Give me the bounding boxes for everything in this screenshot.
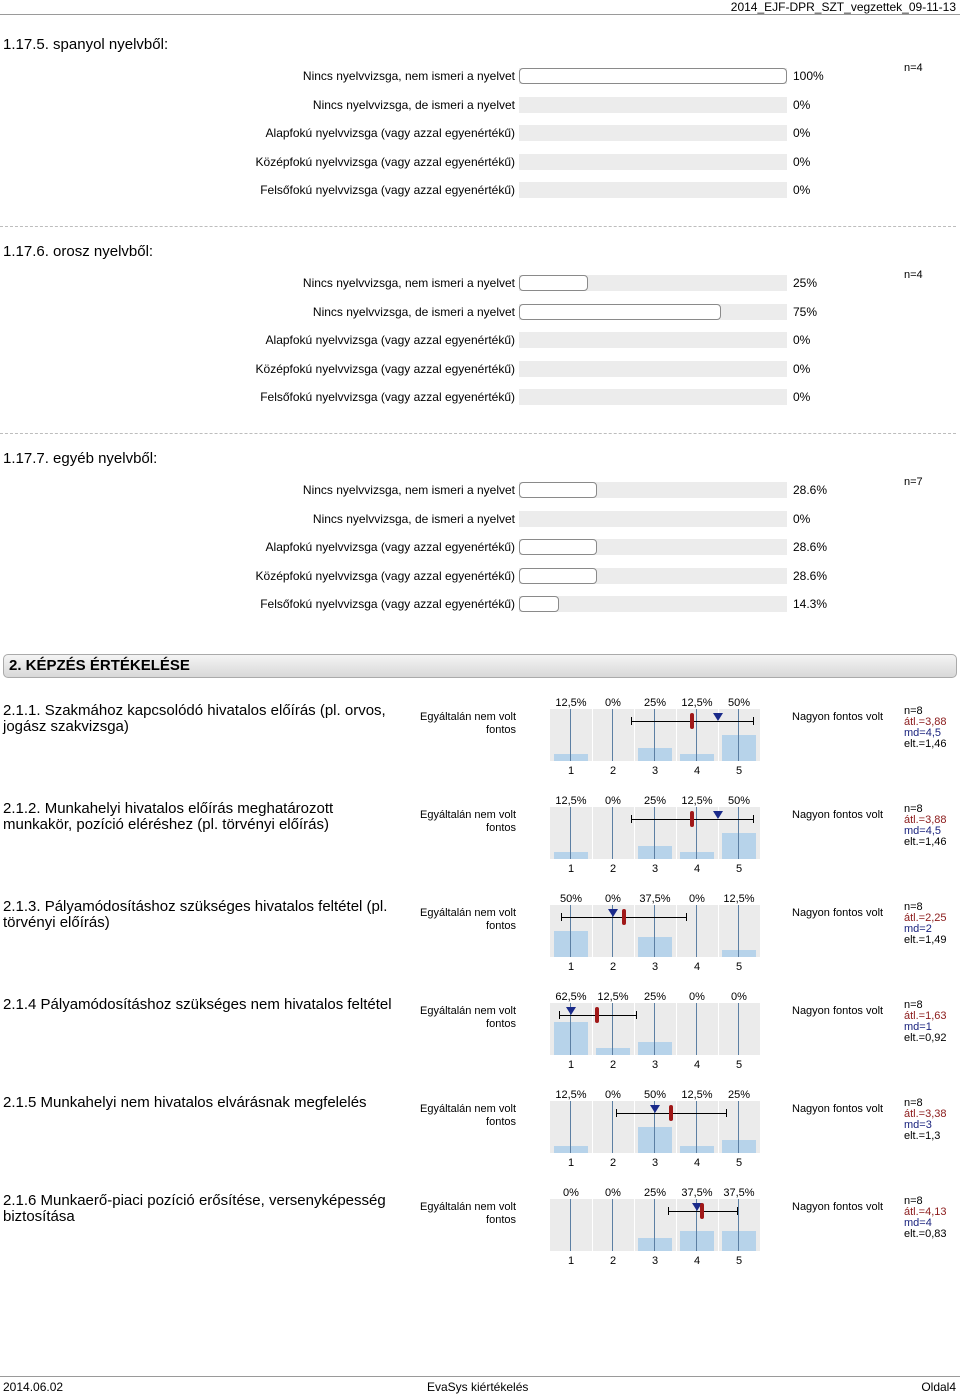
scale-right-label: Nagyon fontos volt xyxy=(792,1005,884,1017)
stat-average: átl.=1,63 xyxy=(904,1010,947,1022)
option-bar-fill xyxy=(519,596,559,612)
scale-number: 4 xyxy=(693,1157,701,1169)
histogram-percent: 0% xyxy=(605,697,621,709)
option-bar xyxy=(519,332,787,348)
scale-number: 4 xyxy=(693,765,701,777)
histogram-separator xyxy=(676,905,677,957)
scale-number: 1 xyxy=(567,765,575,777)
histogram-percent: 0% xyxy=(605,795,621,807)
average-marker xyxy=(690,811,694,827)
stat-median: md=2 xyxy=(904,923,932,935)
footer-divider xyxy=(0,1376,960,1377)
option-label: Alapfokú nyelvvizsga (vagy azzal egyenértékű) xyxy=(265,126,515,140)
stat-median: md=4 xyxy=(904,1217,932,1229)
scale-number: 1 xyxy=(567,1059,575,1071)
histogram-bar xyxy=(722,1140,756,1153)
option-bar-fill xyxy=(519,68,787,84)
option-bar xyxy=(519,511,787,527)
option-percent: 28.6% xyxy=(793,483,828,497)
stat-deviation: elt.=0,83 xyxy=(904,1228,947,1240)
scale-number: 4 xyxy=(693,1255,701,1267)
histogram-axis-line xyxy=(654,1003,655,1055)
option-bar-fill xyxy=(519,568,597,584)
histogram-axis-line xyxy=(654,807,655,859)
option-label: Nincs nyelvvizsga, nem ismeri a nyelvet xyxy=(302,483,515,497)
footer-page: Oldal4 xyxy=(921,1380,956,1394)
histogram-percent: 25% xyxy=(727,1089,751,1101)
median-marker xyxy=(713,811,723,819)
option-label: Felsőfokú nyelvvizsga (vagy azzal egyenértékű) xyxy=(260,390,515,404)
median-marker xyxy=(713,713,723,721)
scale-number: 5 xyxy=(735,1059,743,1071)
option-bar xyxy=(519,482,787,498)
histogram-axis-line xyxy=(654,1199,655,1251)
histogram-bar xyxy=(638,846,672,859)
scale-number: 2 xyxy=(609,1157,617,1169)
histogram-percent: 62,5% xyxy=(555,991,587,1003)
option-label: Középfokú nyelvvizsga (vagy azzal egyenértékű) xyxy=(255,154,515,169)
stat-deviation: elt.=1,3 xyxy=(904,1130,941,1142)
histogram xyxy=(550,709,760,761)
option-percent: 14.3% xyxy=(793,597,828,611)
histogram-axis-line xyxy=(696,807,697,859)
scale-number: 3 xyxy=(651,961,659,973)
section-title: 2. KÉPZÉS ÉRTÉKELÉSE xyxy=(9,657,190,674)
scale-number: 2 xyxy=(609,863,617,875)
histogram-bar xyxy=(680,754,714,761)
histogram-percent: 12,5% xyxy=(555,697,587,709)
section-divider xyxy=(0,226,956,227)
histogram-bar xyxy=(638,748,672,761)
option-percent: 0% xyxy=(793,361,811,376)
histogram-axis-line xyxy=(654,709,655,761)
histogram-axis-line xyxy=(738,709,739,761)
stdev-cap-right xyxy=(686,913,687,921)
histogram xyxy=(550,1003,760,1055)
option-bar-fill xyxy=(519,304,721,320)
scale-number: 3 xyxy=(651,1059,659,1071)
scale-number: 3 xyxy=(651,1255,659,1267)
scale-number: 3 xyxy=(651,765,659,777)
stdev-cap-left xyxy=(631,717,632,725)
section-divider xyxy=(0,433,956,434)
option-label: Alapfokú nyelvvizsga (vagy azzal egyenértékű) xyxy=(265,333,515,347)
scale-number: 3 xyxy=(651,1157,659,1169)
histogram-separator xyxy=(592,1003,593,1055)
histogram-percent: 50% xyxy=(727,795,751,807)
option-bar xyxy=(519,389,787,405)
histogram-bar xyxy=(638,1042,672,1055)
histogram-bar xyxy=(722,1231,756,1251)
scale-number: 4 xyxy=(693,961,701,973)
histogram-separator xyxy=(592,1199,593,1251)
scale-number: 2 xyxy=(609,961,617,973)
histogram-percent: 25% xyxy=(643,1187,667,1199)
histogram-separator xyxy=(592,1101,593,1153)
section-heading: 1.17.5. spanyol nyelvből: xyxy=(3,36,169,53)
stat-deviation: elt.=1,46 xyxy=(904,738,947,750)
histogram-percent: 12,5% xyxy=(555,795,587,807)
histogram-percent: 25% xyxy=(643,795,667,807)
histogram-percent: 12,5% xyxy=(681,795,713,807)
histogram-separator xyxy=(676,1199,677,1251)
section-header xyxy=(3,654,957,678)
stdev-cap-left xyxy=(561,913,562,921)
histogram-axis-line xyxy=(654,905,655,957)
option-percent: 0% xyxy=(793,97,811,112)
scale-left-label: Egyáltalán nem volt fontos xyxy=(420,1005,516,1030)
histogram-separator xyxy=(718,905,719,957)
histogram-percent: 0% xyxy=(605,1089,621,1101)
histogram-percent: 50% xyxy=(727,697,751,709)
histogram-axis-line xyxy=(570,1199,571,1251)
respondent-count: n=4 xyxy=(904,269,923,281)
statistics xyxy=(904,706,947,750)
option-bar xyxy=(519,97,787,113)
scale-right-label: Nagyon fontos volt xyxy=(792,809,884,821)
stat-n: n=8 xyxy=(904,999,923,1011)
scale-left-label: Egyáltalán nem volt fontos xyxy=(420,1103,516,1128)
scale-numbers xyxy=(550,765,760,779)
histogram-percent: 12,5% xyxy=(555,1089,587,1101)
histogram-bar xyxy=(638,937,672,957)
histogram-percent: 25% xyxy=(643,697,667,709)
question-title: 2.1.1. Szakmához kapcsolódó hivatalos előírás (pl. orvos, jogász szakvizsga) xyxy=(3,702,386,735)
option-label: Felsőfokú nyelvvizsga (vagy azzal egyenértékű) xyxy=(260,183,515,197)
scale-number: 1 xyxy=(567,1255,575,1267)
stat-average: átl.=3,38 xyxy=(904,1108,947,1120)
histogram-axis-line xyxy=(570,807,571,859)
stat-median: md=4,5 xyxy=(904,825,941,837)
scale-numbers xyxy=(550,1255,760,1269)
average-marker xyxy=(622,909,626,925)
histogram-axis-line xyxy=(612,1003,613,1055)
option-label: Alapfokú nyelvvizsga (vagy azzal egyenértékű) xyxy=(265,540,515,554)
scale-number: 1 xyxy=(567,961,575,973)
option-bar xyxy=(519,275,787,291)
stat-deviation: elt.=0,92 xyxy=(904,1032,947,1044)
scale-number: 5 xyxy=(735,863,743,875)
option-bar xyxy=(519,154,787,170)
histogram-axis-line xyxy=(696,905,697,957)
option-label: Középfokú nyelvvizsga (vagy azzal egyenértékű) xyxy=(255,568,515,583)
histogram-axis-line xyxy=(696,1003,697,1055)
scale-right-label: Nagyon fontos volt xyxy=(792,1201,884,1213)
scale-left-label: Egyáltalán nem volt fontos xyxy=(420,711,516,736)
header-divider xyxy=(0,14,960,15)
average-marker xyxy=(700,1203,704,1219)
option-percent: 28.6% xyxy=(793,568,828,583)
scale-number: 5 xyxy=(735,765,743,777)
stdev-cap-right xyxy=(753,815,754,823)
histogram-axis-line xyxy=(612,1199,613,1251)
stdev-cap-right xyxy=(753,717,754,725)
question-title: 2.1.2. Munkahelyi hivatalos előírás meghatározott munkakör, pozíció eléréshez (pl. törvényi előírás) xyxy=(3,800,334,833)
scale-number: 2 xyxy=(609,765,617,777)
footer-center: EvaSys kiértékelés xyxy=(427,1380,529,1394)
stat-n: n=8 xyxy=(904,901,923,913)
option-percent: 0% xyxy=(793,390,811,404)
stdev-cap-left xyxy=(616,1109,617,1117)
histogram-separator xyxy=(634,1101,635,1153)
stat-median: md=3 xyxy=(904,1119,932,1131)
scale-number: 5 xyxy=(735,1157,743,1169)
median-marker xyxy=(650,1105,660,1113)
histogram-percent: 37,5% xyxy=(723,1187,755,1199)
stdev-cap-right xyxy=(737,1207,738,1215)
histogram-axis-line xyxy=(738,1003,739,1055)
stat-n: n=8 xyxy=(904,1195,923,1207)
option-bar xyxy=(519,304,787,320)
respondent-count: n=7 xyxy=(904,476,923,488)
scale-number: 5 xyxy=(735,961,743,973)
histogram-percent: 12,5% xyxy=(597,991,629,1003)
option-label: Nincs nyelvvizsga, de ismeri a nyelvet xyxy=(312,97,515,112)
average-marker xyxy=(690,713,694,729)
histogram-axis-line xyxy=(738,807,739,859)
stdev-cap-left xyxy=(668,1207,669,1215)
question-title: 2.1.3. Pályamódosításhoz szükséges hivatalos feltétel (pl. törvényi előírás) xyxy=(3,898,388,931)
histogram-bar xyxy=(680,1146,714,1153)
histogram-percent: 0% xyxy=(689,991,705,1003)
median-marker xyxy=(608,909,618,917)
histogram-separator xyxy=(634,1003,635,1055)
average-marker xyxy=(669,1105,673,1121)
stat-average: átl.=4,13 xyxy=(904,1206,947,1218)
option-percent: 25% xyxy=(793,276,818,290)
stdev-cap-right xyxy=(636,1011,637,1019)
scale-number: 2 xyxy=(609,1255,617,1267)
histogram-separator xyxy=(634,709,635,761)
stat-n: n=8 xyxy=(904,803,923,815)
scale-number: 1 xyxy=(567,863,575,875)
histogram-percent: 50% xyxy=(643,1089,667,1101)
section-heading: 1.17.7. egyéb nyelvből: xyxy=(3,450,158,467)
statistics xyxy=(904,1196,947,1240)
scale-number: 4 xyxy=(693,1059,701,1071)
histogram-percent: 0% xyxy=(563,1187,579,1199)
histogram-separator xyxy=(718,1101,719,1153)
option-bar xyxy=(519,596,787,612)
stat-deviation: elt.=1,46 xyxy=(904,836,947,848)
histogram-axis-line xyxy=(570,709,571,761)
option-percent: 100% xyxy=(793,69,824,83)
histogram-separator xyxy=(634,905,635,957)
option-label: Nincs nyelvvizsga, nem ismeri a nyelvet xyxy=(302,69,515,83)
option-bar-fill xyxy=(519,482,597,498)
option-bar xyxy=(519,539,787,555)
histogram-axis-line xyxy=(570,1101,571,1153)
histogram-percent: 25% xyxy=(643,991,667,1003)
option-percent: 0% xyxy=(793,126,811,140)
histogram-bar xyxy=(638,1238,672,1251)
option-percent: 0% xyxy=(793,333,811,347)
option-percent: 0% xyxy=(793,154,811,169)
question-title: 2.1.5 Munkahelyi nem hivatalos elvárásnak megfelelés xyxy=(3,1094,367,1111)
histogram-axis-line xyxy=(612,1101,613,1153)
histogram-percent: 12,5% xyxy=(681,697,713,709)
statistics xyxy=(904,902,947,946)
option-label: Felsőfokú nyelvvizsga (vagy azzal egyenértékű) xyxy=(260,597,515,611)
question-title: 2.1.4 Pályamódosításhoz szükséges nem hivatalos feltétel xyxy=(3,996,392,1013)
scale-numbers xyxy=(550,1157,760,1171)
option-percent: 0% xyxy=(793,183,811,197)
histogram-percent: 0% xyxy=(605,1187,621,1199)
histogram-axis-line xyxy=(696,709,697,761)
option-percent: 0% xyxy=(793,511,811,526)
histogram-bar xyxy=(722,833,756,859)
stat-median: md=1 xyxy=(904,1021,932,1033)
scale-numbers xyxy=(550,1059,760,1073)
option-label: Nincs nyelvvizsga, de ismeri a nyelvet xyxy=(312,511,515,526)
histogram-percent: 0% xyxy=(731,991,747,1003)
histogram-percent: 12,5% xyxy=(723,893,755,905)
scale-numbers xyxy=(550,863,760,877)
histogram-axis-line xyxy=(738,905,739,957)
stat-median: md=4,5 xyxy=(904,727,941,739)
statistics xyxy=(904,1000,947,1044)
option-bar xyxy=(519,568,787,584)
question-title: 2.1.6 Munkaerő-piaci pozíció erősítése, versenyképesség biztosítása xyxy=(3,1192,386,1225)
option-label: Nincs nyelvvizsga, nem ismeri a nyelvet xyxy=(302,276,515,290)
histogram-axis-line xyxy=(570,905,571,957)
histogram-percent: 0% xyxy=(605,893,621,905)
scale-number: 4 xyxy=(693,863,701,875)
histogram-separator xyxy=(676,1003,677,1055)
stdev-cap-left xyxy=(631,815,632,823)
section-heading: 1.17.6. orosz nyelvből: xyxy=(3,243,154,260)
option-percent: 28.6% xyxy=(793,540,828,554)
histogram-separator xyxy=(676,807,677,859)
stdev-cap-right xyxy=(726,1109,727,1117)
histogram-separator xyxy=(592,709,593,761)
histogram-bar xyxy=(554,1146,588,1153)
option-bar xyxy=(519,361,787,377)
histogram-separator xyxy=(634,807,635,859)
histogram-bar xyxy=(554,754,588,761)
scale-right-label: Nagyon fontos volt xyxy=(792,907,884,919)
statistics xyxy=(904,804,947,848)
histogram-axis-line xyxy=(696,1101,697,1153)
scale-number: 1 xyxy=(567,1157,575,1169)
histogram-separator xyxy=(592,807,593,859)
option-bar-fill xyxy=(519,275,588,291)
histogram-separator xyxy=(718,1003,719,1055)
option-bar xyxy=(519,182,787,198)
option-bar xyxy=(519,68,787,84)
scale-number: 3 xyxy=(651,863,659,875)
histogram-bar xyxy=(554,1022,588,1055)
stat-average: átl.=2,25 xyxy=(904,912,947,924)
stat-n: n=8 xyxy=(904,705,923,717)
histogram-percent: 12,5% xyxy=(681,1089,713,1101)
option-bar-fill xyxy=(519,539,597,555)
histogram xyxy=(550,807,760,859)
histogram-bar xyxy=(722,735,756,761)
histogram-axis-line xyxy=(612,709,613,761)
scale-number: 2 xyxy=(609,1059,617,1071)
scale-numbers xyxy=(550,961,760,975)
histogram xyxy=(550,1199,760,1251)
option-percent: 75% xyxy=(793,304,818,319)
histogram-percent: 37,5% xyxy=(639,893,671,905)
stat-average: átl.=3,88 xyxy=(904,814,947,826)
stat-average: átl.=3,88 xyxy=(904,716,947,728)
histogram-separator xyxy=(634,1199,635,1251)
histogram-bar xyxy=(680,852,714,859)
histogram-separator xyxy=(718,1199,719,1251)
histogram-bar xyxy=(722,950,756,957)
average-marker xyxy=(595,1007,599,1023)
histogram-percent: 37,5% xyxy=(681,1187,713,1199)
scale-right-label: Nagyon fontos volt xyxy=(792,711,884,723)
median-marker xyxy=(566,1007,576,1015)
option-label: Középfokú nyelvvizsga (vagy azzal egyenértékű) xyxy=(255,361,515,376)
option-label: Nincs nyelvvizsga, de ismeri a nyelvet xyxy=(312,304,515,319)
histogram-bar xyxy=(680,1231,714,1251)
histogram-separator xyxy=(592,905,593,957)
stdev-cap-left xyxy=(559,1011,560,1019)
scale-number: 5 xyxy=(735,1255,743,1267)
scale-left-label: Egyáltalán nem volt fontos xyxy=(420,809,516,834)
option-bar xyxy=(519,125,787,141)
histogram-bar xyxy=(554,852,588,859)
statistics xyxy=(904,1098,947,1142)
histogram-axis-line xyxy=(612,807,613,859)
scale-right-label: Nagyon fontos volt xyxy=(792,1103,884,1115)
histogram-percent: 0% xyxy=(689,893,705,905)
footer-date: 2014.06.02 xyxy=(3,1380,64,1394)
histogram-separator xyxy=(676,709,677,761)
histogram-percent: 50% xyxy=(559,893,583,905)
scale-left-label: Egyáltalán nem volt fontos xyxy=(420,907,516,932)
stat-n: n=8 xyxy=(904,1097,923,1109)
histogram xyxy=(550,905,760,957)
document-id: 2014_EJF-DPR_SZT_vegzettek_09-11-13 xyxy=(730,0,956,14)
histogram-bar xyxy=(554,931,588,957)
histogram-bar xyxy=(638,1127,672,1153)
histogram-bar xyxy=(596,1048,630,1055)
respondent-count: n=4 xyxy=(904,62,923,74)
stat-deviation: elt.=1,49 xyxy=(904,934,947,946)
scale-left-label: Egyáltalán nem volt fontos xyxy=(420,1201,516,1226)
histogram-separator xyxy=(676,1101,677,1153)
histogram-axis-line xyxy=(738,1101,739,1153)
